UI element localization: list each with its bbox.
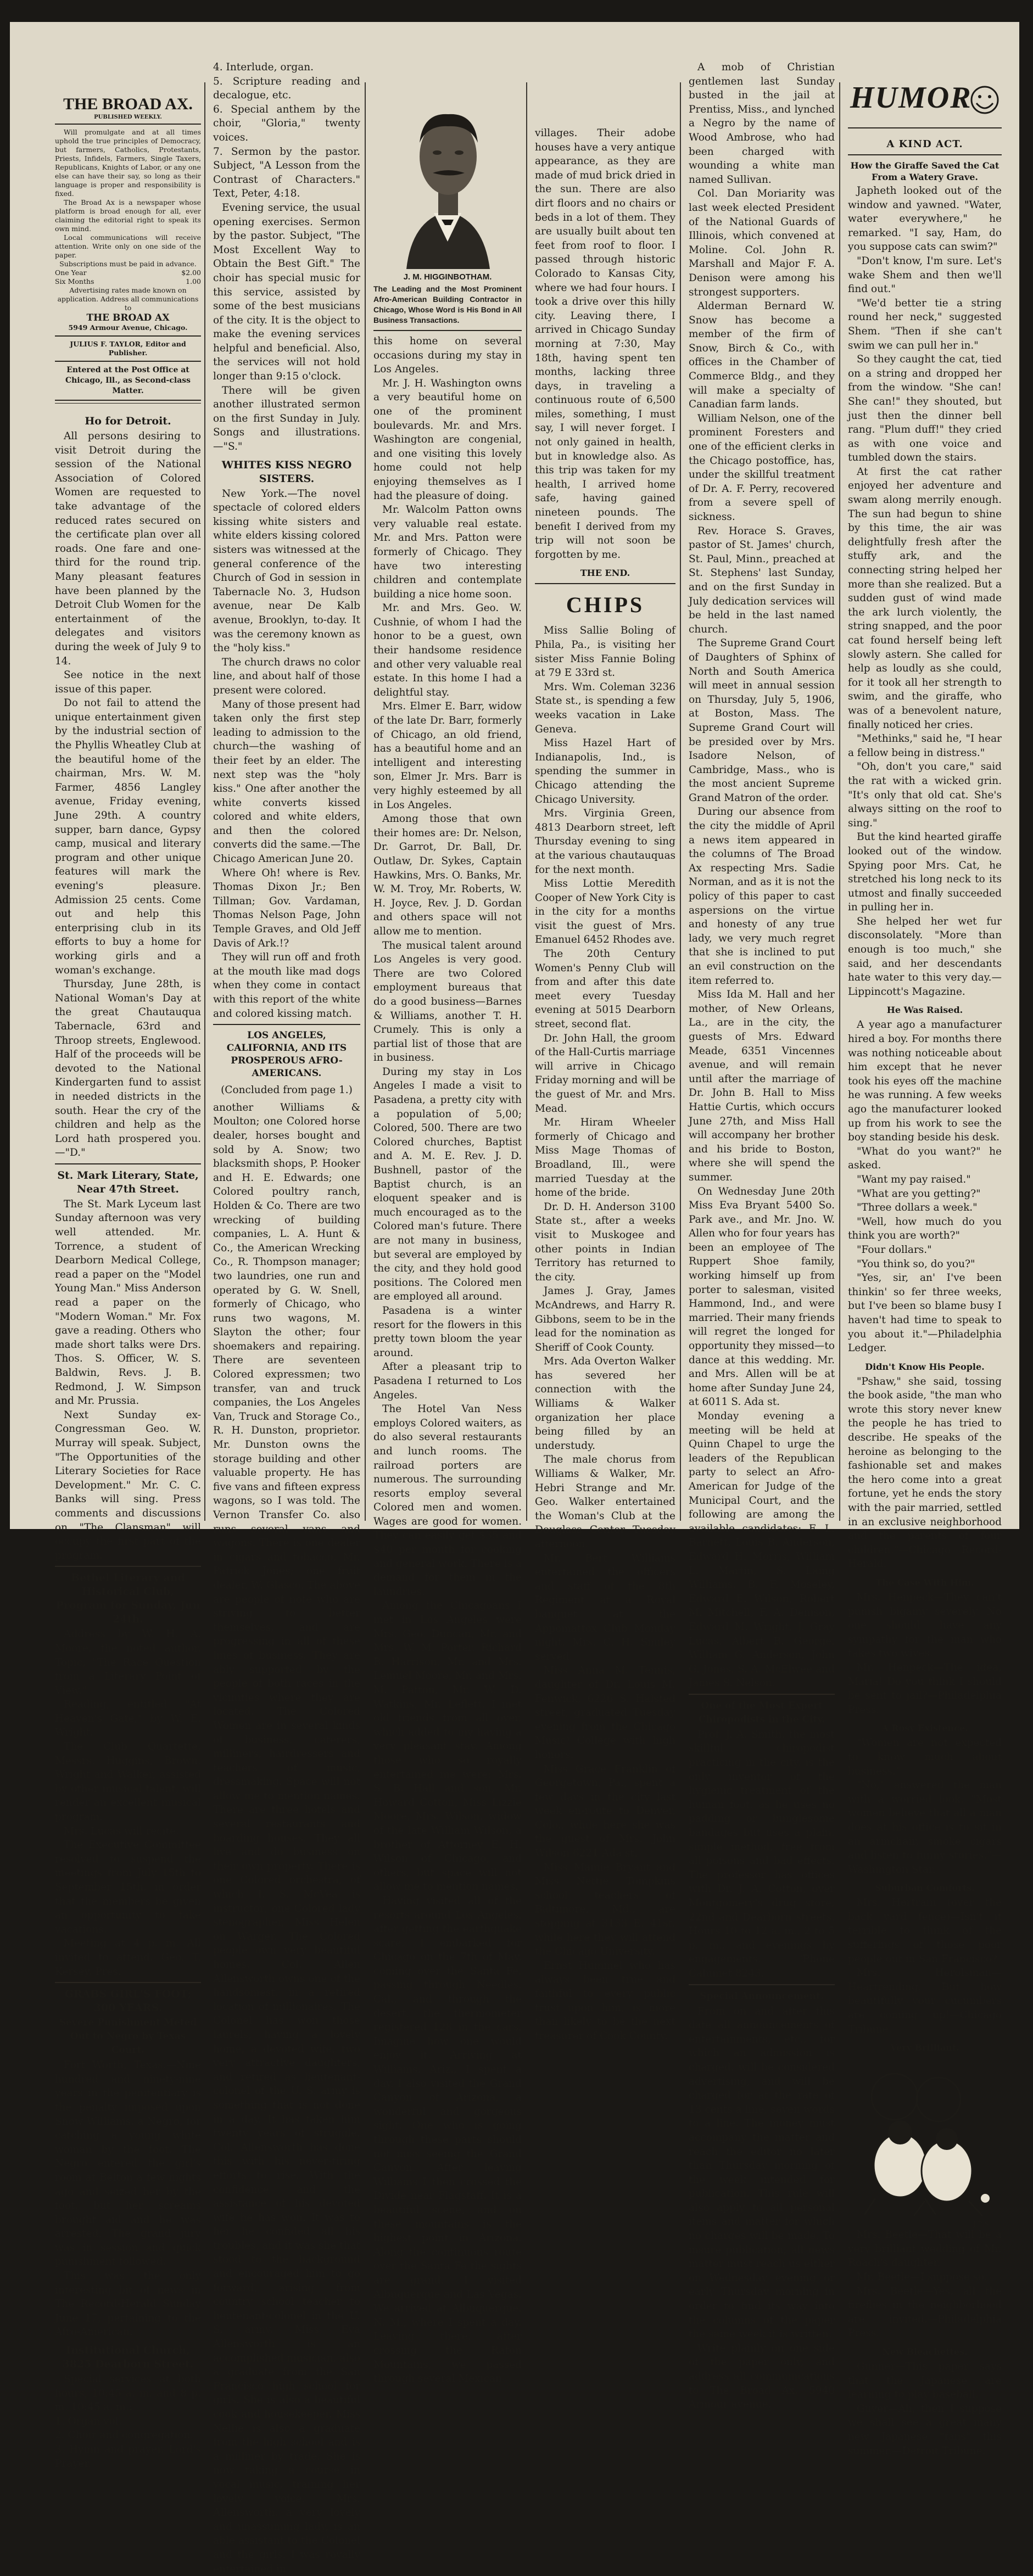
article-text: "We'd better tie a string round her neck," suggested Shem. "Then if she can't swim we can pull her in." xyxy=(848,297,1002,351)
article-text: Mrs. Hertrain (over the back yard fence)—Isn't it terrible to think of the sufferings of those poor people out in San Francisco? xyxy=(848,1897,1002,1965)
headline: Ho for Detroit. xyxy=(85,415,171,427)
headline: Special Announcement. xyxy=(700,1990,824,2002)
article-text: Mr. and Mrs. Geo. W. Cushnie, of whom I had the honor to be a guest, own their handsome residence and other very valuable real estate. In this home I had a delightful stay. xyxy=(373,602,522,698)
article-text: Mrs. Lucas will recite. xyxy=(64,1825,179,1837)
service-item: 1. Organ vol. xyxy=(55,2415,122,2427)
article-text: "Methinks," said he, "I hear a fellow being in distress." xyxy=(848,733,1002,759)
chips-item: Ernst Hummel who has always been true and faithful to every public trust upon him, is more than likely to be the next treasurer of Cook County. xyxy=(535,1959,675,2042)
chips-item: James J. Gray, James McAndrews, and Harry R. Gibbons, seem to be in the lead for the nomination as Sheriff of Cook County. xyxy=(535,1285,675,1353)
article-text: Having visited all of the resorts around Los Angeles, after getting the earthquake scare, I embarked for Chicago on the 7th of May, coming over the Santa Fe, passing through Needles, Cal., and through the desert, the thermometer registered 128 in the cars. Imagine how one would enjoy it. Arriving at Williams, Ariz., I spent a day. I also visited the Grand Canyon of Arizona, a wonderful and gorgeous sight. One who is going through these parts should not miss seeing the Grand Canyon. After leaving Williams I then crossed the Divide near Flagstaff. It is a beautiful scene, and on these mountains is the highest point in Arizona. Along the continuous route over the Santa Fe the sights are grand. I visited Albuquerque and Las Vegas. We arrived at Albuquerque, N. M., where I spent a day. Leaving there, after crossing the Raton Mountains, we passed through several Mexican xyxy=(373,1895,522,2385)
humor-banner-title: HUMOR xyxy=(850,81,972,115)
chips-item: Miss Lottie Meredith Cooper of New York City is in the city for a months visit the guest of Mrs. Emanuel 6452 Rhodes ave. xyxy=(535,878,675,946)
column-2 xyxy=(213,60,360,2575)
headline: WHITES KISS NEGRO SISTERS. xyxy=(221,458,352,485)
article-text: The Club Quartette, Messrs. Huggins, Brown, Wright and Walker, assisted by other musical talent, will render an excellent musical program. xyxy=(55,1741,201,1823)
section-title: A KIND ACT. xyxy=(886,138,963,150)
article-text: Mrs. Henpeck—They can't punish bigamy severely. No one should have any sympathy for the man who takes two wives. xyxy=(848,1592,1002,1660)
article-text: "You think so, do you?" xyxy=(857,1258,975,1270)
article-text: Evening service, the usual opening exercises. Sermon by the pastor. Subject, "The Most Excellent Way to Obtain the Best Gift." The choir has special music for this service, assisted by some of the best musicians of the city. It is the object to make the evening services helpful and beneficial. Also, the services will not hold longer than 9:15 o'clock. xyxy=(213,201,360,383)
article-text: The St. Mark Lyceum last Sunday afternoon was very well attended. Mr. Torrence, a student of Dearborn Medical College, read a paper on the "Model Young Man." Miss Anderson read a paper on the "Modern Woman." Mr. Fox gave a reading. Others who made short talks were Drs. Thos. S. Officer, W. S. Baldwin, Revs. J. B. Redmond, J. W. Simpson and Mr. Prussia. xyxy=(55,1198,201,1407)
column-rule xyxy=(204,82,205,1521)
article-text: "Want my pay raised." xyxy=(857,1173,971,1185)
article-text: During our absence from the city the middle of April a news item appeared in the columns of The Broad Ax respecting Mrs. Sadie Norman, and as it is not the policy of this paper to cast aspersions on the virtue and honesty of any true lady, we very much regret that she is inclined to put an evil construction on the item referred to. xyxy=(689,806,835,987)
chips-heading: CHIPS xyxy=(566,592,645,618)
article-text: Mr. Beetle—I suppose so. xyxy=(857,2271,987,2283)
article-text: Fort Worth, Texas.—Nine hundred and ninety-nine years in the penitentiary is the penalty imposed upon Snow Williams, a Negro, for catching a young white woman by the foot. The Negro entered the girl's room at Belton a few nights ago and seized her by the foot, but her screams brought aid and he was arrested. The grand jury was in session and quick punishment followed. xyxy=(55,2059,201,2268)
headline: Didn't Know His People. xyxy=(865,1361,985,1372)
rate-row: One Year $2.00 xyxy=(55,268,201,277)
headline: Suburban Comforts. xyxy=(875,1883,975,1894)
article-text: villages. Their adobe houses have a very antique appearance, as they are made of mud brick dried in the sun. There are also dirt floors and no chairs or beds in a lot of them. They are usually built about ten feet from roof to floor. I passed through historic Colorado to Kansas City, where we had four hours. I took a drive over this hilly city. Leaving there, I arrived in Chicago Sunday morning at 7:30, May 18th, having spent ten months, lacking three days, in traveling a continuous route of 6,500 miles, something, I must say, I will never forget. I not only gained in health, but in knowledge also. As this trip was taken for my health, I arrived home safe, having gained nineteen pounds. The benefit I derived from my trip will not soon be forgotten by me. xyxy=(535,127,675,561)
article-text: Rev. Horace S. Graves, pastor of St. James' church, St. Paul, Minn., preached at St. Stephens' last Sunday, and on the first Sunday in July dedication services will be held in the last named church. xyxy=(689,525,835,635)
article-text: "What do you want?" he asked. xyxy=(848,1145,1002,1172)
headline: New Bleachettes. xyxy=(882,2346,968,2357)
article-text: Prof. J. A. Smith, the most skillful chiropodist practicing in the city, is the only inventor of the hygienic treatment of the human foot, as he uses no padding or bunglesome bandages but uses a plain, simple method, free from all poisons and bad effects. The professor has offices with Dr. J. A. Cotton, over Montgomery's drug store, 22nd and Dearborn streets. Hours 10 to 12 a. m., 2 to 5 p. m., and evenings by engagements. 'Phone Calumet 8243. xyxy=(689,1728,835,1979)
masthead-notice: Local communications will receive attention. Write only on one side of the paper. xyxy=(55,233,201,259)
headline: Very Brilliant. xyxy=(890,2042,959,2053)
laughing-face-icon xyxy=(969,81,1001,120)
chips-item: Mrs. Wm. Coleman 3236 State st., is spending a few weeks vacation in Lake Geneva. xyxy=(535,681,675,735)
nameplate: THE BROAD AX xyxy=(86,312,170,323)
article-text: But the kind hearted giraffe looked out of the window. Spying poor Mrs. Cat, he stretched his long neck to its utmost and finally succeeded in pulling her in. xyxy=(848,831,1002,914)
column-rule xyxy=(526,82,527,1521)
column-4 xyxy=(535,60,675,2042)
article-text: Thursday, June 28th, is National Woman's Day at the great Chautauqua Tabernacle, 63rd and Throop streets, Englewood. Half of the proceeds will be devoted to the National Kindergarten fund to assist in needed districts in the south. Hear the cry of the children and help as the Lord hath prospered you.—"D." xyxy=(55,978,201,1159)
concluded-note: (Concluded from page 1.) xyxy=(221,1084,353,1096)
headline: How the Giraffe Saved the Cat From a Watery Grave. xyxy=(850,160,1000,182)
headline: St. Mark Literary, State, Near 47th Street. xyxy=(57,1169,199,1195)
chips-item: Mr. Hiram Wheeler formerly of Chicago and Miss Mage Thomas of Broadland, Ill., were married Tuesday at the home of the bride. xyxy=(535,1117,675,1199)
article-text: Mr. J. H. Washington owns a very beautiful home on one of the prominent boulevards. Mr. and Mrs. Washington are congenial, and one visiting this lovely home could not help enjoying themselves as I had the pleasure of doing. xyxy=(373,377,522,502)
published-weekly: PUBLISHED WEEKLY. xyxy=(94,114,162,120)
article-text: See notice in the next issue of this paper. xyxy=(55,669,201,695)
headline: He Was Raised. xyxy=(886,1005,963,1016)
article-text: They will run off and froth at the mouth like mad dogs when they come in contact with this report of the white and colored kissing match. xyxy=(213,951,360,1020)
article-text: The musical talent around Los Angeles is very good. There are two Colored employment bureaus that do a good business—Barnes & Williams, another T. H. Crumely. This is only a partial list of those that are in business. xyxy=(373,939,522,1064)
article-text: "Four dollars." xyxy=(857,1244,932,1256)
article-text: Do not fail to attend the unique entertainment given by the industrial section of the Phyllis Wheatley Club at the beautiful home of the chairman, Mrs. W. M. Farmer, 4856 Langley avenue, Friday evening, June 29th. A country supper, barn dance, Gypsy camp, musical and literary program and other unique features will mark the evening's pleasure. Admission 25 cents. Come out and help this enterprising club in its efforts to buy a home for working girls and a woman's exchange. xyxy=(55,697,201,976)
article-text: "Don't know, I'm sure. Let's wake Shem and then we'll find out." xyxy=(848,255,1002,295)
article-text: Japheth looked out of the window and yawned. "Water, water everywhere," he remarked. "I say, Ham, do you suppose cats can swim?" xyxy=(848,185,1002,253)
ad-rates: Advertising rates made known on application. Address all communications to xyxy=(57,286,199,312)
article-text: Mrs. Beetle—Yes, all the fireflies in the neighborhood are invited.—Philadelphia Press. xyxy=(848,2285,1002,2339)
headline: Bethel Literary and Historical Club, Program for Sunday, Jun 24th. xyxy=(55,1572,200,1626)
beetle-cartoon xyxy=(848,2056,996,2220)
chips-item: Mrs. Virginia Green, 4813 Dearborn street, left Thursday evening to sing at the various chautauquas for the next month. xyxy=(535,808,675,876)
service-item: 4. Interlude, organ. xyxy=(213,61,314,73)
article-text: All persons desiring to visit Detroit during the session of the National Association of Colored Women are requested to take advantage of the reduced rates secured on the certificate plan over all roads. One fare and one-third for the round trip. Many pleasant features have been planned by the Detroit Club Women for the entertainment of the delegates and visitors during the week of July 9 to 14. xyxy=(55,430,201,667)
headline: GRABS GIRL'S FOOT; 300 YEARS. xyxy=(64,1988,192,2014)
article-text: The Executive Committee resolved to suspend the meetings from July 15th to September 15th, in order that the members be given an opportunity to take vacations. xyxy=(55,1839,201,1935)
masthead-notice: The Broad Ax is a newspaper whose platform is broad enough for all, ever claiming the editorial right to speak its own mind. xyxy=(55,198,201,233)
article-text: "Oh, don't you care," said the rat with a wicked grin. "It's only that old cat. She's always sitting on the roof to sing." xyxy=(848,761,1002,829)
column-6 xyxy=(848,60,1002,2457)
article-text: Col. Dan Moriarity was last week elected President of the National Guards of Illinois, which convened at Moline. Col. John R. Marshall and Major F. A. Denison were among his strongest supporters. xyxy=(689,188,835,298)
masthead: THE BROAD AX. xyxy=(63,95,193,113)
article-text: At first the cat rather enjoyed her adventure and swam along merrily enough. The sun had begun to shine by this time, the air was delightfully fresh after the stuffy ark, and the connecting string helped her more than she realized. But a sudden gust of wind made the ark lurch violently, the string snapped, and the poor cat found herself being left slowly astern. She called for help as loudly as she could, for it took all her strength to swim, and the giraffe, who was of a benevolent nature, finally noticed her cries. xyxy=(848,466,1002,731)
chips-item: Mr. Bert Williams entertained the officers and staff of the 8th Regiment at a Royal banquet at the Appomattox Club Monday night. Mrs. C. H. Smiley served. xyxy=(535,1552,675,1662)
article-text: Monday evening a meeting will be held at Quinn Chapel to urge the leaders of the Republican party to select an Afro-American for Judge of the Municipal Court, and the following are among the available candidates: F. L. Barnett, Louis B. Anderson, Edward H. Morris, William L. Martin, S. Laing Williams, B. F. Moseley, Edward E. Wilson, Robert M. Mitchell, F. A. Denison, Edward M. Wright, J. Gray Lucas, Albert B. George, William G. Anderson, John G. Jones, S. A. McElwee and James S. Nelson. xyxy=(689,1410,835,1689)
editor: JULIUS F. TAYLOR, Editor and Publisher. xyxy=(70,340,186,357)
address: 5949 Armour Avenue, Chicago. xyxy=(68,323,188,332)
chips-item: Miss Hazel Hart of Indianapolis, Ind., is spending the summer in Chicago attending the Chicago University. xyxy=(535,737,675,805)
column-rule xyxy=(365,82,366,1521)
chips-item: The male chorus from Williams & Walker, Mr. Hebri Strange and Mr. Geo. Walker entertained the Woman's Club at the Douglass Center Tuesday afternoon. xyxy=(535,1454,675,1550)
article-text: "No," answered the man with a worried look. "Most women believe that all a man does at his office is to sit in an armchair, smoke cigars and listen to funny stories."—Washington Star. xyxy=(848,1779,1002,1875)
article-text: William Nelson, one of the prominent Foresters and one of the efficient clerks in the Chicago postoffice, has, under the skillful treatment of Dr. A. F. Perry, recovered from a severe spell of sickness. xyxy=(689,412,835,523)
article-text: Alderman Bernard W. Snow has become a member of the firm of Snow, Birch & Co., with offices in the Chamber of Commerce Bldg., and they will make a specialty of Canadian farm lands. xyxy=(689,300,835,411)
article-text: Pasadena is a winter resort for the flowers in this pretty town bloom the year around. xyxy=(373,1304,522,1359)
chips-item: Miss Anna M. Tennis, daughter of Dr. Louis M. Fenwick, 6226 S. Halsted street, graduated Tuesday evening from the Chicago Music! College with high honors. xyxy=(535,1665,675,1761)
headline: A Rosy Existence. xyxy=(881,1723,968,1734)
newspaper-page xyxy=(10,22,1019,2575)
article-text: Mrs. Herolsman—Heartrending. But how beautifully your cucumbers are coming up!—Chicago Tribune. xyxy=(848,1967,1002,2035)
article-text: this home on several occasions during my stay in Los Angeles. xyxy=(373,335,522,376)
article-text: "What are you getting?" xyxy=(857,1188,981,1200)
article-text: Mr. Henpeck—The idea, Maria! Do you think I should be sent to jail?—Philadelphia Press. xyxy=(848,1661,1002,1716)
article-text: Miss Ida M. Hall and her mother, of New Orleans, La., are in the city, the guests of Mrs. Edward Meade, 6351 Vincennes avenue, and will remain until after the marriage of Dr. John B. Hall to Miss Hattie Curtis, which occurs June 27th, and Miss Hall will accompany her brother and his bride to Boston, where she will spend the summer. xyxy=(689,989,835,1183)
article-text: Next Sunday ex-Congressman Geo. W. Murray will speak. Subject, "The Opportunities of the Literary Societies for Race Development." Mr. C. C. Banks will sing. Press comments and discussions on "The Clansman" will occupy the first part of the program. xyxy=(55,1409,201,1561)
subheadline: Severe Punishment Meted Out to Negro by Texas Court. xyxy=(59,2017,197,2056)
chips-item: The 20th Century Women's Penny Club will from and after this date meet every Tuesday evening at 5015 Dearborn street, second flat. xyxy=(535,948,675,1031)
article-text: another Williams & Moulton; one Colored horse dealer, horses bought and sold by A. Snow; two blacksmith shops, P. Hooker and H. E. Edwards; one Colored poultry ranch, Holden & Co. There are two wrecking of building companies, L. A. Hunt & Co., the American Wrecking Co., R. Thompson manager; two laundries, one run and operated by G. W. Snell, formerly of Chicago, who runs two wagons, M. Slayton the other; four shoemakers and repairing. There are seventeen Colored expressmen; two transfer, van and truck companies, the Los Angeles Van, Truck and Storage Co., R. H. Dunston, proprietor. Mr. Dunston owns the storage building and other valuable property. He has five vans and fifteen express wagons, so I was told. The Vernon Transfer Co. also runs several vans and wagons. There is one dealer in cigars and tobacco, Mr. Patrick Jones; one fruit dealer, W. Glasco. The above are people of note who are striving to better themselves, and are progressing in all of these lines of business. They are ably supported by the people of both races in the vicinities where they are located. The Colored Women are in several kinds of business, caterers, milliners, hairdressers and teachers of music, dressmaking. Space will not allow me to mention names. There are three hotels and several restaurants and boarding houses. They all live and do business on their own property. There is one Colored orchestra, of which I. S. McVea is instructor; one Colored lady stenographer, Miss Helen on Warger. The Colored people own very beautiful homes. Col. Allen Allensworth owns one of the handsomest, in a retired location of millionaires. The Colonel has won those laurels, having a lovely home, a devoted wife, two very attractive daughters, and retired as lieutenant-colonel of the U. S. army is something that is not done in a day. It has taken him twenty years of struggle. Col. Allensworth has done this with his never-tiring efforts to rise. With the confidence and the assistance of his devoted wife he has won. It was to her he confided all his troubles, and it was she that stood to the background and encouraged him to go forward, arising from country school teacher to lieutenant-colonel in the U. S. army. Miss Eva Allensworth is an accomplished musician, also a graduate from the San Francisco high school for girls. She is also a beautiful cook and housekeeper. Miss Nellie is also a graduate from the high school and is a milliner by trade. She is now taking a course in vocal music, training her lovely voice. Mrs. Allensworth, a very lovely and unassuming lady, is an able assistant to the Colonel and the girls. I was royally entertained in xyxy=(213,1101,360,2575)
article-text: This was the only interesting bit of news in The Record-Herald Sunday June 17, pertaining to the Afro-American. xyxy=(55,2270,201,2338)
portrait-engraving xyxy=(373,60,522,269)
article-text: "Pshaw," she said, tossing the book aside, "the man who wrote this story never knew the people he has tried to describe. He speaks of the heroine as belonging to the fashionable set and makes the hero come into a great fortune, yet he ends the story with the pair married, settled in an exclusive neighborhood and the parents of four children."—Chicago Record-Herald. xyxy=(848,1375,1002,1570)
masthead-intro: Will promulgate and at all times uphold the true principles of Democracy, but farmers, Catholics, Protestants, Priests, Infidels, Farmers, Single Taxers, Republicans, Knights of Labor, or any one else can have their say, so long as their language is proper and responsibility is fixed. xyxy=(55,128,201,198)
article-text: During my stay in Los Angeles I made a visit to Pasadena, a pretty city with a population of 5,00; Colored, 500. There are two Colored churches, Baptist and A. M. E. Rev. J. D. Bushnell, pastor of the Baptist church, is an eloquent speaker and is much encouraged as to the Colored man's future. There are not many in business, but several are employed by the city, and they hold good positions. The Colored men are employed all around. xyxy=(373,1066,522,1303)
article-text: So they caught the cat, tied on a string and dropped her from the window. "She can! She can!" they shouted, but just then the dinner bell rang. "Plum duff!" they cried as with one voice and tumbled down the stairs. xyxy=(848,354,1002,464)
headline: One of the Most Expert Chiropodists in the City. xyxy=(698,1700,825,1725)
article-text: Among those that own their homes are: Dr. Nelson, Dr. Garrot, Dr. Ball, Dr. Outlaw, Dr. Sykes, Captain Hawkins, Mrs. O. Banks, Mr. W. M. Troy, Mr. Roberts, W. H. Joyce, Rev. J. D. Gordan and others space will not allow me to mention. xyxy=(373,813,522,937)
article-text: Reading, entitled "At Heaven's Gate," by W. E. Wright. xyxy=(55,1699,201,1739)
service-item: 6. Special anthem by the choir, "Gloria," twenty voices. xyxy=(213,103,360,143)
end-marker: THE END. xyxy=(580,568,630,579)
article-text: Address by W. H. A. Moore, the noted author. Topic, "The Race Question from a Literary Point of View." xyxy=(55,1628,201,1696)
cartoon-signature: J.B.S. xyxy=(973,2220,991,2228)
article-text: Many of those present had taken only the first step leading to admission to the church—the washing of their feet by an elder. The next step was the "holy kiss." One after another the white converts kissed colored and white elders, and then the colored converts did the same.—The Chicago American June 20. xyxy=(213,698,360,865)
rate-row: Six Months 1.00 xyxy=(55,277,201,285)
column-3 xyxy=(373,60,522,2385)
article-text: Mr. Walcolm Patton owns very valuable real estate. Mr. and Mrs. Patton were formerly of Chicago. They have two interesting children and contemplate building a nice home soon. xyxy=(373,504,522,600)
article-text: Meeting at 4 p. m. All invited to attend. Geo. T. Kersey, Pres. xyxy=(55,1937,201,1978)
article-text: Special services at both hours, 10:45 a. m. and 8 p. m. 10:45 a. m.: xyxy=(55,2373,201,2413)
service-item: 2. Choir and congregation. xyxy=(55,2429,194,2441)
portrait-caption: The Leading and the Most Prominent Afro-American Building Contractor in Chicago, Whose Word is His Bond in All Business Transactions. xyxy=(373,284,522,324)
chips-item: Mrs. Ada Overton Walker has severed her connection with the Williams & Walker organization her place being filled by an understudy. xyxy=(535,1356,675,1452)
article-text: "Yes, sir, an' I've been thinkin' so fer three weeks, but I've been so blame busy I haven't had time to speak to you about it."—Philadelphia Ledger. xyxy=(848,1272,1002,1354)
article-text: Write plainly on one side of the paper only, and address all communications to The Broad Ax, 5940 Armour avenue. xyxy=(689,2342,835,2411)
article-text: Guyer—Ah, then I suppose we shall see a great many new Japanese "fans" this summer.—Detroit Tribune. xyxy=(848,2403,1002,2457)
article-text: On Wednesday June 20th Miss Eva Bryant 5400 So. Park ave., and Mr. Jno. W. Allen who for four years has been an employee of The Ruppert Shoe family, working himself up from porter to salesman, visited Hammond, Ind., and were married. Their many friends will regret the longed for opportunity they missed—to dance at this wedding. Mr. and Mrs. Allen will be at home after Sunday June 24, at 6011 S. Ada st. xyxy=(689,1185,835,1408)
portrait-caption-name: J. M. HIGGINBOTHAM. xyxy=(403,272,492,282)
service-item: 5. Scripture reading and decalogue, etc. xyxy=(213,75,360,102)
article-text: "Three dollars a week." xyxy=(857,1202,978,1214)
column-rule xyxy=(680,82,681,1521)
article-text: After a pleasant trip to Pasadena I returned to Los Angeles. xyxy=(373,1361,522,1401)
entered-notice: Entered at the Post Office at Chicago, Ill., as Second-class Matter. xyxy=(65,366,191,395)
headline: Institutional Church, 3825 Dearborn Street. xyxy=(62,2344,194,2371)
article-text: Where Oh! where is Rev. Thomas Dixon Jr.; Ben Tillman; Gov. Vardaman, Thomas Nelson Page, John Temple Graves, and Old Jeff Davis of Ark.!? xyxy=(213,867,360,949)
article-text: From on and after this date all announcements of entertainments, etc., for which an admission is charged, will be considered advertising, and will be charged for at the rate of 13 cents a line, seven words to a line. The money must accompany the matter and reach the editor no later than Thursday morning of the week intended for publication. This rule will also apply to all personal items and matter for which no charges will be made. To insure publication, all news matter must reach us either on Wednesday evening or early Thursday morning in order to find its way into the columns of the paper the same week it is written. xyxy=(689,2005,835,2340)
article-text: A year ago a manufacturer hired a boy. For months there was nothing noticeable about him except that he never took his eyes off the machine he was running. A few weeks ago the manufacturer looked up from his work to see the boy standing beside his desk. xyxy=(848,1019,1002,1144)
article-text: "Well, how much do you think you are worth?" xyxy=(848,1216,1002,1242)
headline: The Case With Him. xyxy=(875,1577,974,1588)
chips-item: Miss Mamie Bryant and Miss Nettie Tompkins school teachers of Baltimore, Md., are stopping at 3133 E. 41st. while here they will attend the Chicago University. xyxy=(535,1861,675,1958)
column-1 xyxy=(55,60,201,2469)
article-text: Gunner—This paper says that the Japanese are learning to play baseball. xyxy=(848,2360,1002,2401)
article-text: New York.—The novel spectacle of colored elders kissing white sisters and white elders kissing colored sisters was witnessed at the general conference of the Church of God in session in Tabernacle No. 3, Hudson avenue, near De Kalb avenue, Brooklyn, to-day. It was the ceremony known as the "holy kiss." xyxy=(213,488,360,654)
chips-item: Miss Sallie Boling of Phila, Pa., is visiting her sister Miss Fannie Boling at 79 E 33rd st. xyxy=(535,625,675,679)
article-text: Mrs. Beetle—That will be a very brilliant wedding of Mr. Roach's daughter. xyxy=(848,2229,1002,2269)
column-rule xyxy=(839,82,840,1521)
service-item: 3. Hymn and prayer, Lord's Prayer. xyxy=(55,2444,201,2469)
article-text: The Supreme Grand Court of Daughters of Sphinx of North and South America will meet in annual session on Thursday, July 5, 1906, at Boston, Mass. The Supreme Grand Court will be presided over by Mrs. Isadore Nelson, of Cambridge, Mass., who is the most ancient Supreme Grand Matron of the order. xyxy=(689,637,835,804)
chips-item: Dr. John Hall, the groom of the Hall-Curtis marriage will arrive in Chicago Friday morning and will be the guest of Mr. and Mrs. Mead. xyxy=(535,1032,675,1115)
chips-item: Miss Grace Franklin of Georgetown, Pa., spent a few days in the city last week en-route to Denver, Colo., while here she was the guest of Mrs. John Wilson 6221 Ada st. xyxy=(535,1763,675,1860)
article-text: Mrs. Elmer E. Barr, widow of the late Dr. Barr, formerly of Chicago, an old friend, has a beautiful home and an intelligent and interesting son, Elmer Jr. Mrs. Barr is very highly esteemed by all in Los Angeles. xyxy=(373,701,522,811)
humor-banner xyxy=(848,77,1002,128)
headline: LOS ANGELES, CALIFORNIA, AND ITS PROSPEROUS AFRO-AMERICANS. xyxy=(226,1030,347,1079)
article-text: "Women are not expected to know much about business." xyxy=(848,1737,1002,1777)
article-text: A mob of Christian gentlemen last Sunday busted in the jail at Prentiss, Miss., and lynched a Negro by the name of Wood Ambrose, who had been charged with wounding a white man named Sullivan. xyxy=(689,61,835,186)
column-5 xyxy=(689,60,835,2411)
article-text: Among the Chicagoans I met in Los Angeles were Mrs. Geo. Duncan, Mr. and Mrs. W. M. Porter, Richard B. Harrison, Mr. and Mrs. Lemuel Moore, Mr. and Mrs. M. Patton, Mr. W. D. Watkins, Mr. Leflett. I met old friends from all over, which added to my having a very pleasant stay. Among those who so royally entertained me were: Mrs. S. B. Hall and son, Mr. Howard Cotton, Miss Lizzie Moore, Mrs. Wilson, widow of the late William Wilson, a brother of Attorney E. H. Wilson of Chicago, and others, but space will not allow me to mention names. xyxy=(373,1600,522,1893)
chips-item: Dr. D. H. Anderson 3100 State st., after a weeks visit to Muskogee and other points in Indian Territory has returned to the city. xyxy=(535,1201,675,1283)
article-text: The Hotel Van Ness employs Colored waiters, as do also several restaurants and lunch rooms. The railroad porters are numerous. The surrounding resorts employ several Colored men and women. Wages are good for women. They can easily get $35 and $40 per month for cooking and general work. There is a demand for them in the laundries. xyxy=(373,1403,522,1598)
article-text: She helped her wet fur disconsolately. "More than enough is too much," she said, and her descendants hate water to this very day.—Lippincott's Magazine. xyxy=(848,915,1002,998)
article-text: There will be given another illustrated sermon on the first Sunday in July. Songs and illustrations.—"S." xyxy=(213,384,360,453)
service-item: 7. Sermon by the pastor. Subject, "A Lesson from the Contrast of Characters." Text, Peter, 4:18. xyxy=(213,145,360,200)
article-text: The church draws no color line, and about half of those present were colored. xyxy=(213,656,360,696)
masthead-notice: Subscriptions must be paid in advance. xyxy=(59,260,197,268)
